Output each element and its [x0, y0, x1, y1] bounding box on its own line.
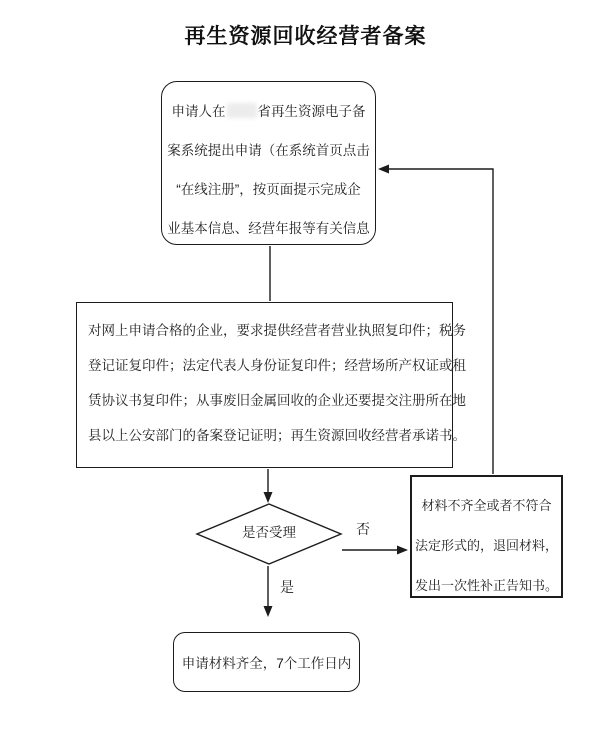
- redacted-province-name: [227, 103, 257, 118]
- apply-box-text: 申请人在: [171, 104, 226, 119]
- apply-box-line: [162, 92, 375, 131]
- decision-label: 是否受理: [242, 525, 296, 540]
- arrowhead-down-icon: [264, 606, 273, 617]
- apply-box: [161, 81, 376, 245]
- reject-box-line: 发出一次性补正告知书。: [414, 578, 558, 593]
- decision-yes-label: 是: [280, 579, 294, 595]
- materials-box-line: 赁协议书复印件；从事废旧金属回收的企业还要提交注册所在地: [88, 393, 466, 408]
- page-title: 再生资源回收经营者备案: [184, 25, 427, 48]
- arrowhead-left-icon: [378, 165, 389, 174]
- result-box: [173, 632, 360, 692]
- materials-box: [76, 302, 466, 468]
- reject-box-line: 法定形式的，退回材料，: [414, 538, 558, 553]
- decision-no-label: 否: [356, 521, 370, 537]
- apply-box-line: 业基本信息、经营年报等有关信息: [167, 221, 370, 236]
- arrowhead-down-icon: [264, 492, 273, 503]
- reject-box-line: 材料不齐全或者不符合: [421, 498, 552, 513]
- apply-box-text: 省再生资源电子备: [257, 104, 366, 119]
- apply-box-line: 案系统提出申请（在系统首页点击: [167, 143, 370, 158]
- apply-box-line: “在线注册”，按页面提示完成企: [176, 182, 361, 197]
- arrowhead-right-icon: [397, 546, 408, 555]
- result-box-label: 申请材料齐全，7个工作日内: [181, 656, 352, 671]
- materials-box-line: 登记证复印件；法定代表人身份证复印件；经营场所产权证或租: [88, 358, 466, 373]
- reject-box: [410, 475, 563, 598]
- materials-box-line: 县以上公安部门的备案登记证明；再生资源回收经营者承诺书。: [88, 428, 466, 443]
- materials-box-line: 对网上申请合格的企业，要求提供经营者营业执照复印件；税务: [88, 323, 466, 338]
